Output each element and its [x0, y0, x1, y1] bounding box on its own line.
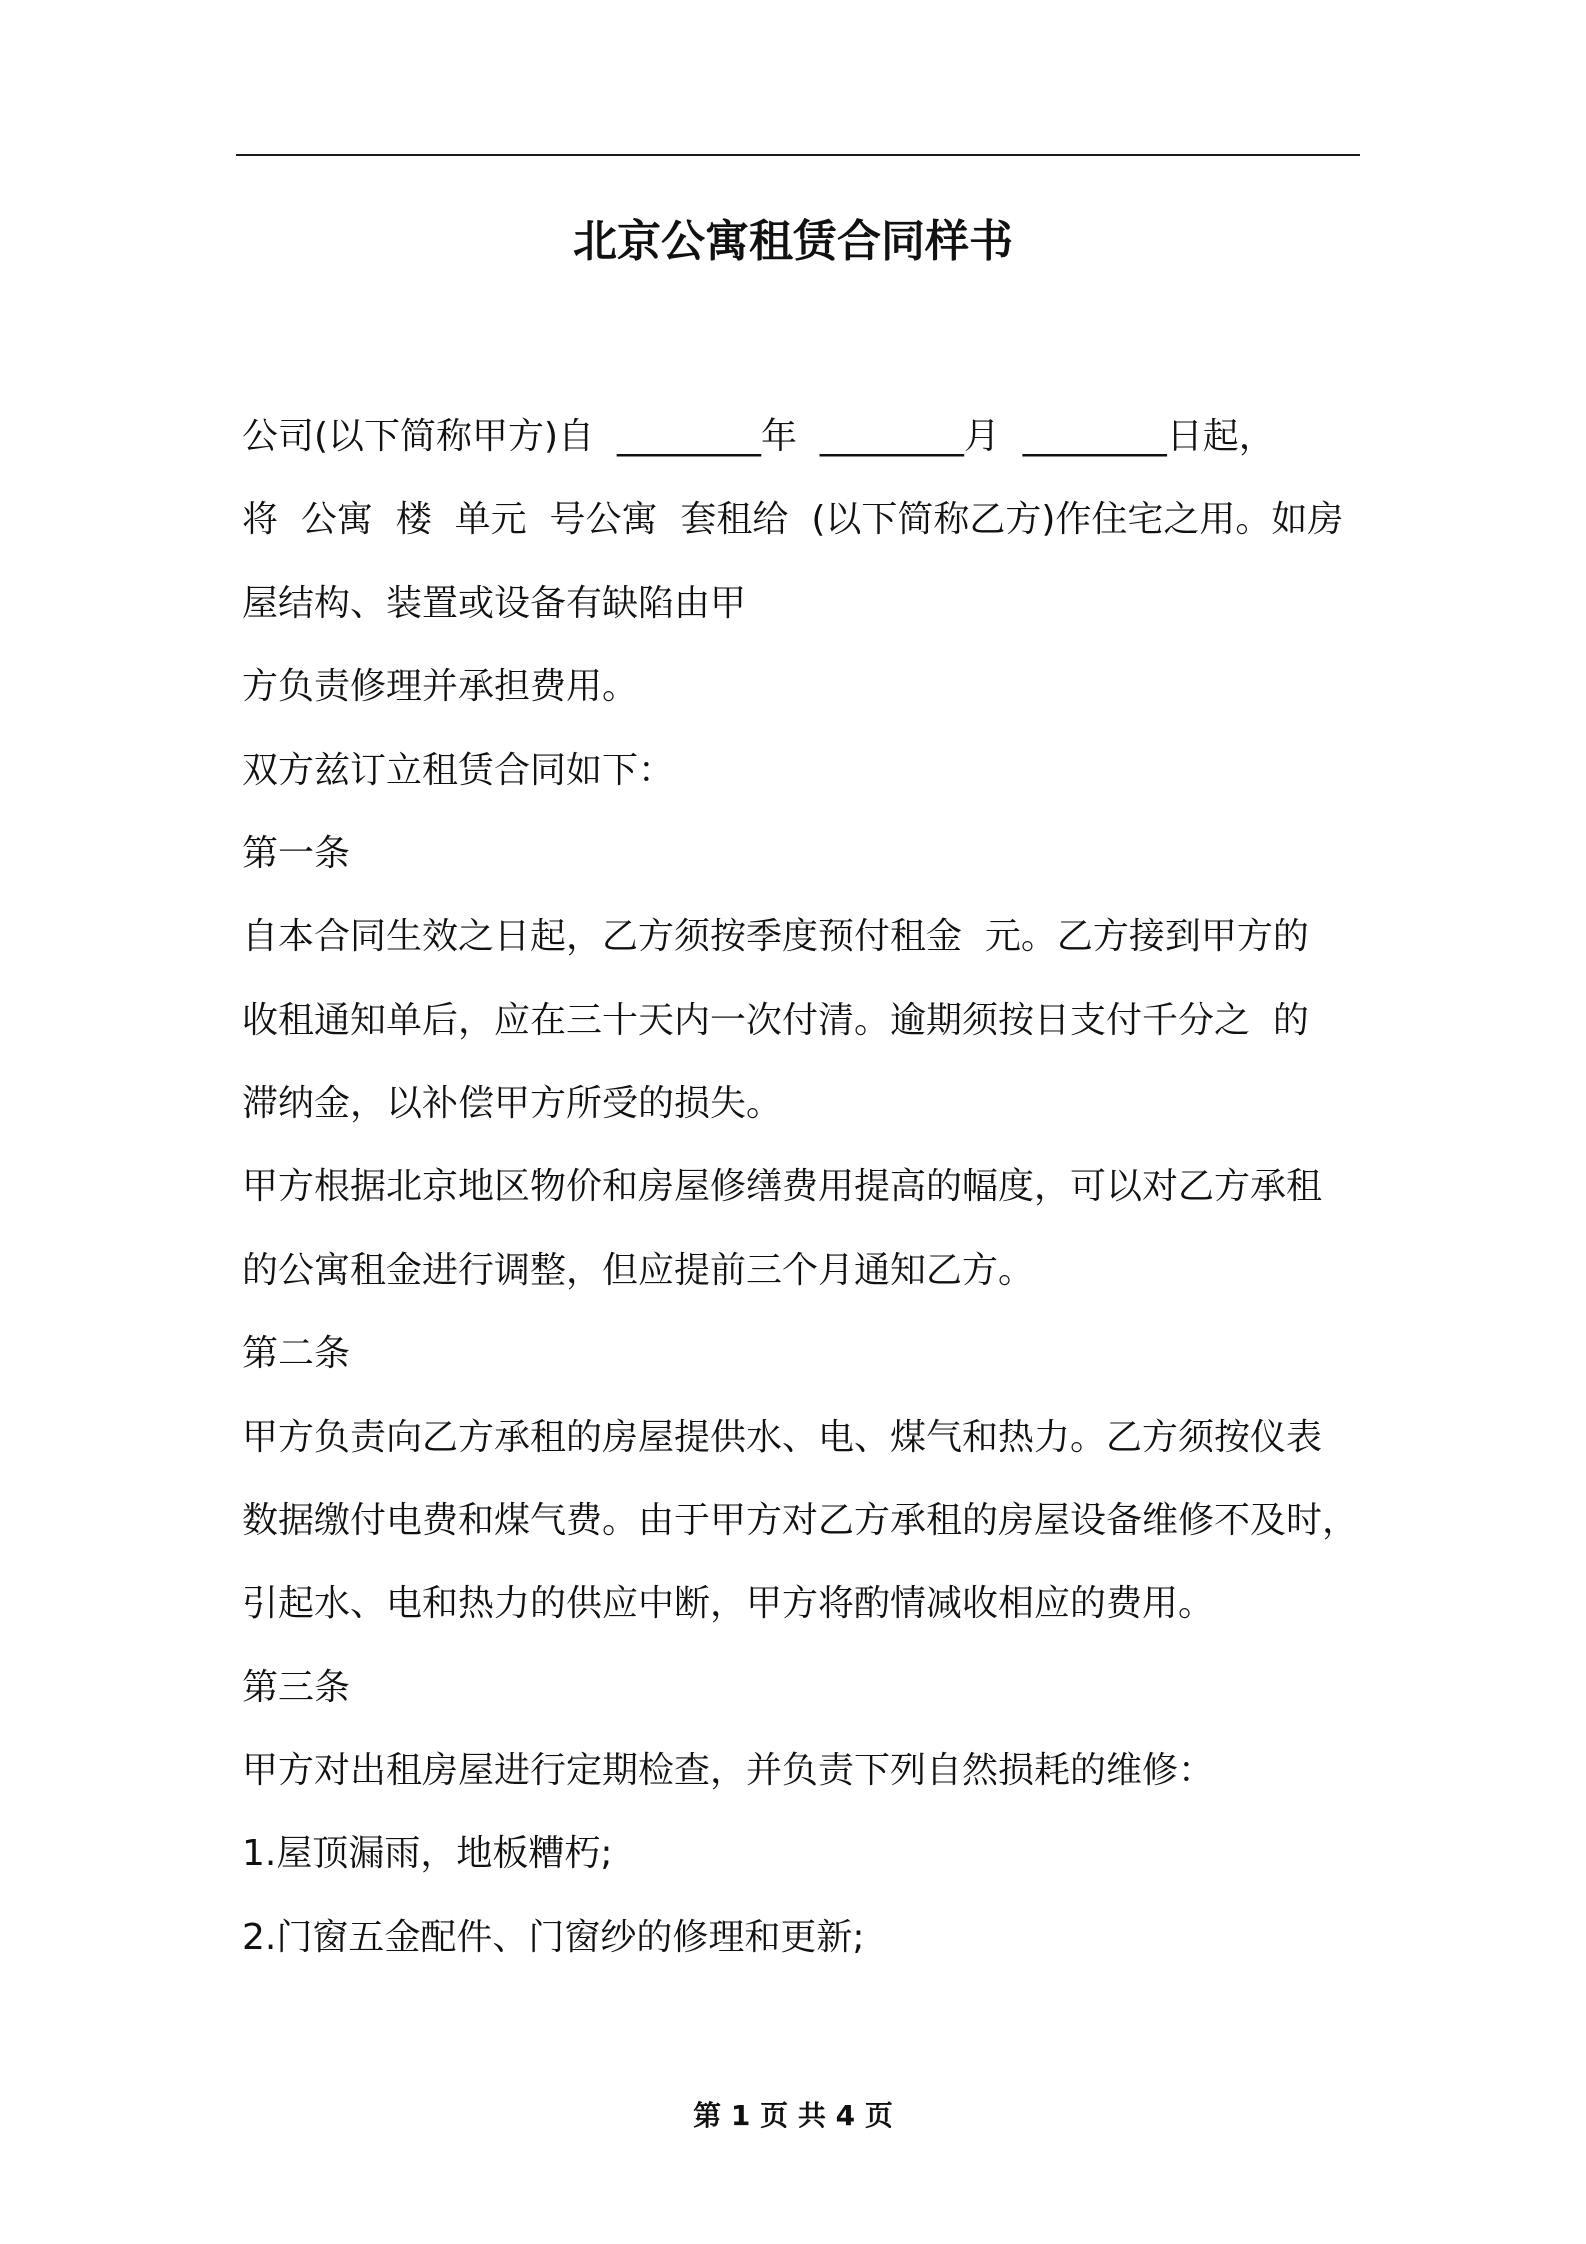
article-heading: 第二条 [242, 1333, 351, 1374]
paragraph-line: 引起水、电和热力的供应中断，甲方将酌情减收相应的费用。 [242, 1583, 1215, 1624]
page-number: 第 1 页 共 4 页 [693, 2099, 893, 2132]
paragraph-line: 方负责修理并承担费用。 [242, 666, 639, 707]
document-title: 北京公寓租赁合同样书 [573, 216, 1013, 267]
paragraph-line: 的公寓租金进行调整，但应提前三个月通知乙方。 [242, 1250, 1035, 1291]
paragraph-line: 双方兹订立租赁合同如下： [242, 750, 675, 791]
paragraph-line: 甲方负责向乙方承租的房屋提供水、电、煤气和热力。乙方须按仪表 [242, 1417, 1323, 1458]
article-heading: 第一条 [242, 833, 351, 874]
header-rule [236, 154, 1360, 156]
paragraph-line: 甲方根据北京地区物价和房屋修缮费用提高的幅度，可以对乙方承租 [242, 1166, 1323, 1207]
paragraph-line: 屋结构、装置或设备有缺陷由甲 [242, 583, 747, 624]
list-item: 2.门窗五金配件、门窗纱的修理和更新; [242, 1917, 865, 1958]
paragraph-line: 收租通知单后，应在三十天内一次付清。逾期须按日支付千分之 的 [242, 1000, 1309, 1041]
paragraph-line: 公司(以下简称甲方)自 ________年 ________月 ________日起， [242, 416, 1275, 457]
list-item: 1.屋顶漏雨，地板糟朽; [242, 1833, 613, 1874]
paragraph-line: 数据缴付电费和煤气费。由于甲方对乙方承租的房屋设备维修不及时， [242, 1500, 1359, 1541]
paragraph-line: 将 公寓 楼 单元 号公寓 套租给 (以下简称乙方)作住宅之用。如房 [242, 499, 1344, 540]
paragraph-line: 自本合同生效之日起，乙方须按季度预付租金 元。乙方接到甲方的 [242, 916, 1309, 957]
article-heading: 第三条 [242, 1667, 351, 1708]
paragraph-line: 甲方对出租房屋进行定期检查，并负责下列自然损耗的维修： [242, 1750, 1215, 1791]
paragraph-line: 滞纳金，以补偿甲方所受的损失。 [242, 1083, 783, 1124]
